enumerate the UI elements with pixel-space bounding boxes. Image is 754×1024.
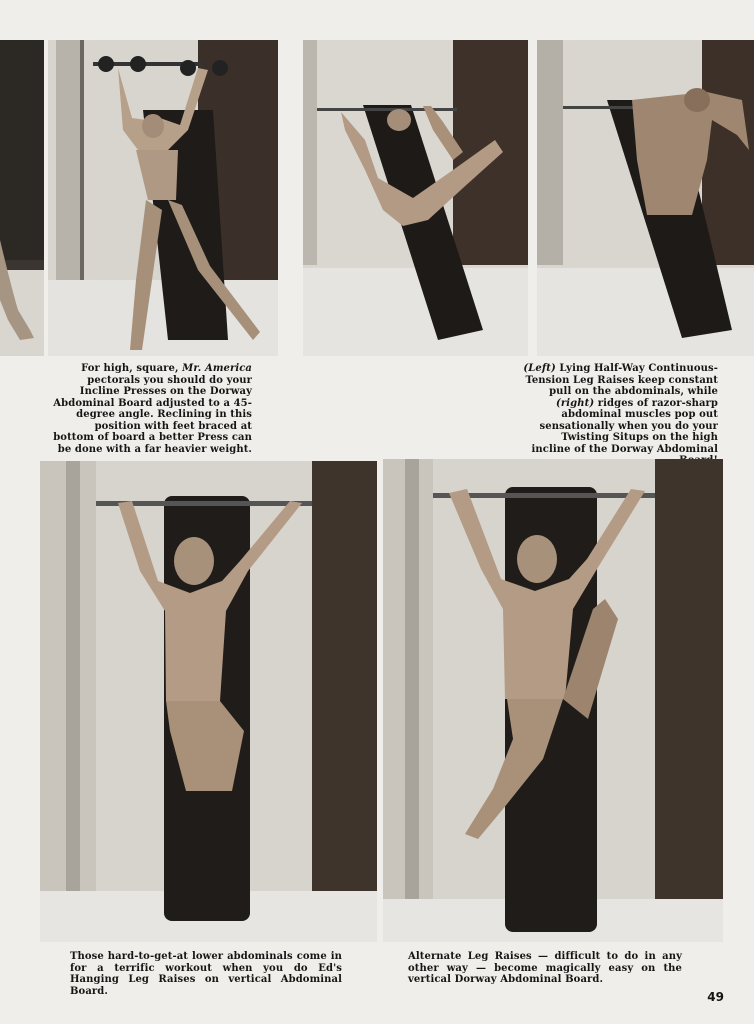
photo-incline-press <box>48 40 278 356</box>
photo-alternate-leg-raise <box>383 459 723 942</box>
caption-incline-press-emph: Mr. America <box>182 363 252 374</box>
caption-leg-raises <box>520 363 718 467</box>
photo-leg-raise-half-way <box>303 40 528 356</box>
caption-incline-press <box>52 363 252 455</box>
caption-leg-raises-part2: ridges of razor-sharp abdominal muscles pop out sensationally when you do your Twisting Situps on the high incline of the Dorway Abdominal <box>531 397 718 455</box>
page-number: 49 <box>707 990 724 1004</box>
caption-leg-raises-part1: Lying Half-Way Continuous-Tension Leg Raises keep constant pull on the abdominals, while <box>525 363 718 397</box>
caption-alternate-leg-raises: Alternate Leg Raises — difficult to do in any other way — become magically easy on the vertical Dorway Abdominal Board. <box>408 951 682 985</box>
caption-leg-raises-right-tag: (right) <box>556 397 595 409</box>
caption-incline-press-rest: pectorals you should do your Incline Presses on the Dorway Abdominal Board adjusted to a 45-degree angle. Reclining in this position with feet braced at bottom of board a better Press can be done with a far heavier weight. <box>53 374 252 455</box>
caption-hanging-leg-raises: Those hard-to-get-at lower abdominals come in for a terrific workout when you do Ed's Hanging Leg Raises on vertical Abdominal Board. <box>70 951 342 997</box>
caption-leg-raises-left-tag: (Left) <box>523 363 556 374</box>
photo-edge-left <box>0 40 44 356</box>
photo-twisting-situps <box>537 40 754 356</box>
caption-incline-press-lead: For high, square, <box>81 363 183 374</box>
photo-hanging-leg-raise <box>40 461 377 942</box>
